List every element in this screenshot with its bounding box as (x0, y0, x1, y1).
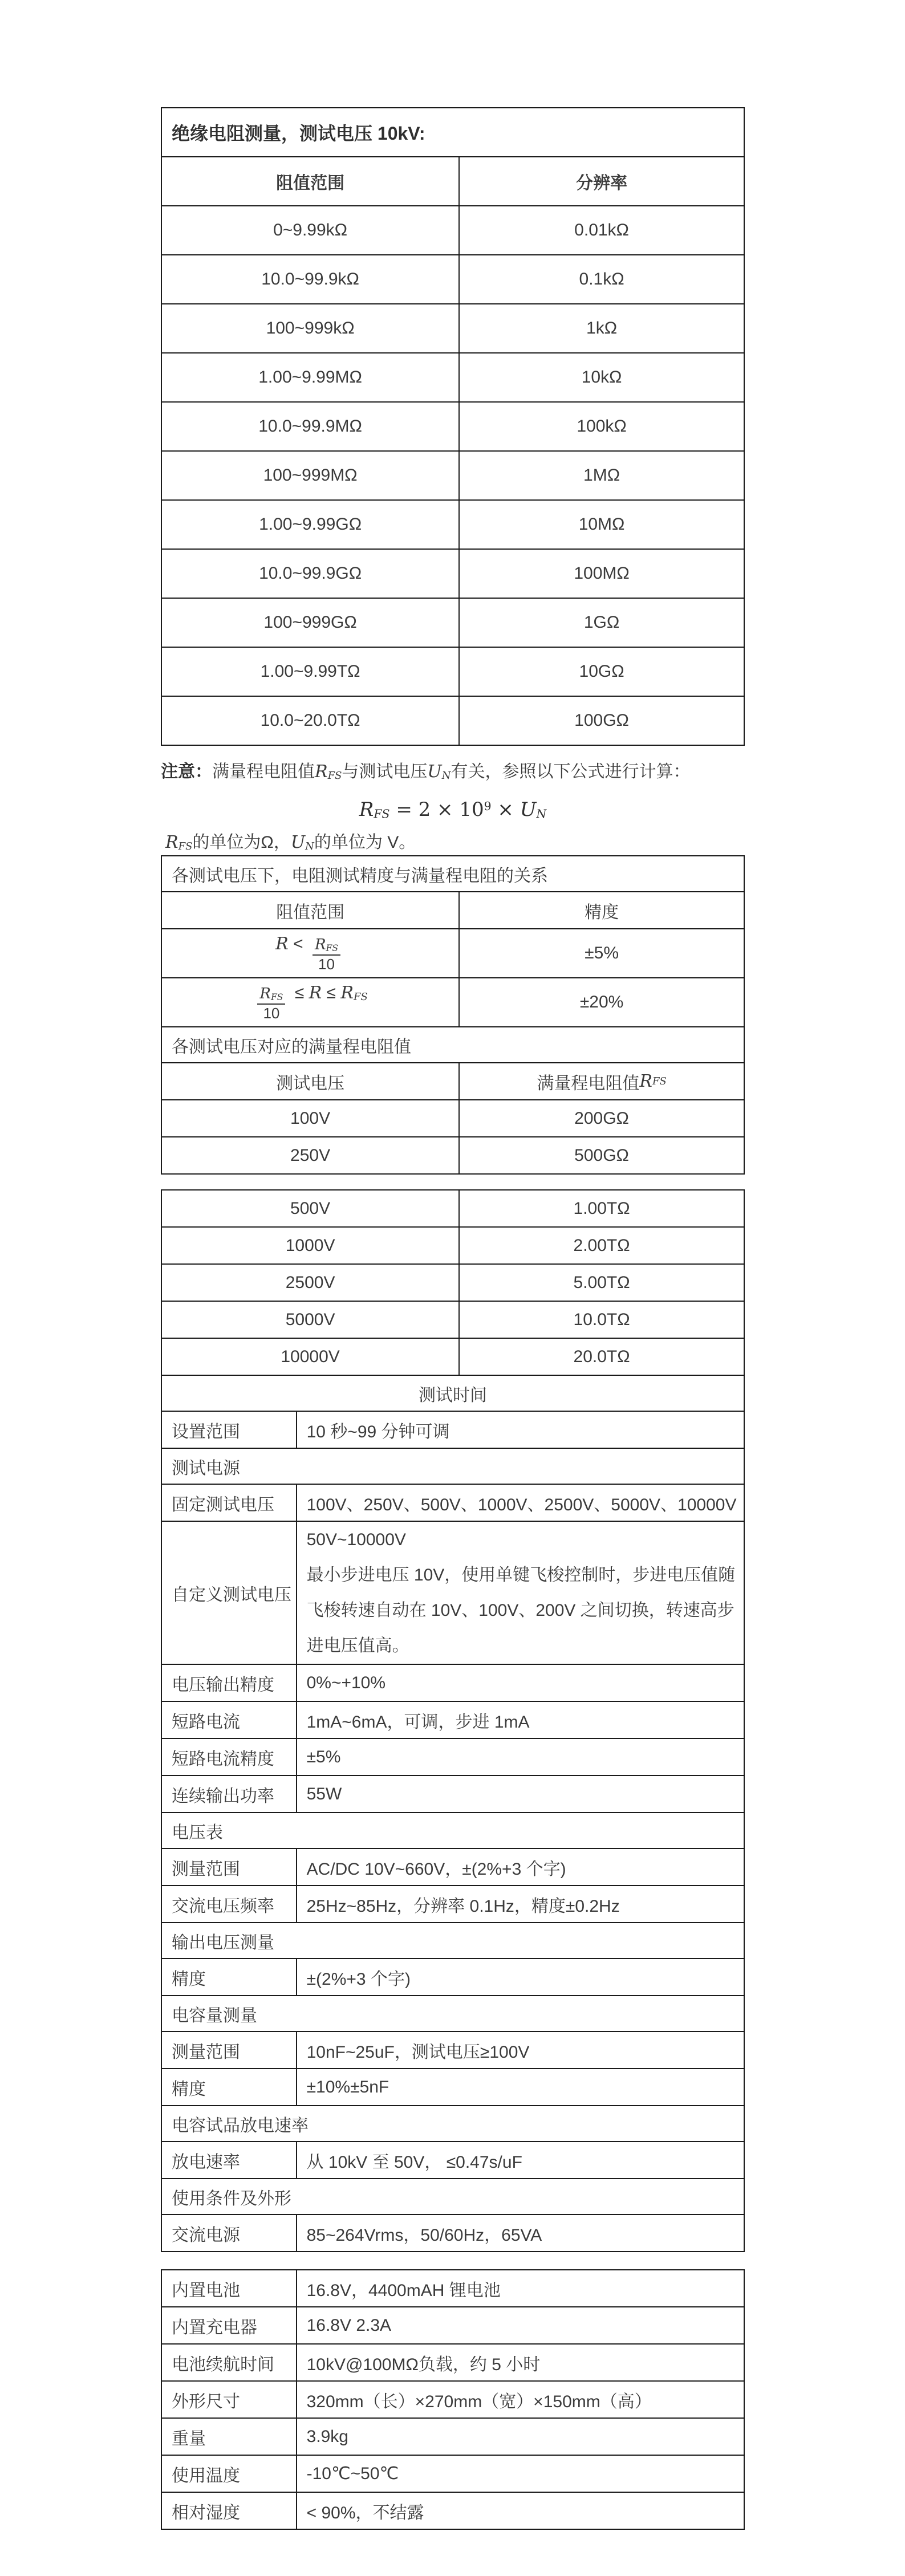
spec-label-cell: 短路电流 (172, 1712, 240, 1732)
fullscale-header-row (162, 1062, 744, 1099)
spec-value-cell: ±5% (296, 1739, 744, 1775)
table1-row-2 (162, 303, 744, 352)
resolution-value: 1kΩ (458, 304, 744, 352)
range-value: 10.0~20.0TΩ (260, 711, 360, 730)
var-u-n: U (427, 762, 442, 782)
accuracy-column-header: 精度 (458, 892, 744, 928)
voltage-value: 10000V (281, 1347, 340, 1366)
units-note: $R_{FS}$的单位为Ω，$U_N$的单位为 V。 (165, 832, 416, 853)
spec-value-cell: ±(2%+3 个字) (296, 1959, 744, 1995)
spec-row-11 (162, 1885, 744, 1922)
var-r-fs: R (259, 985, 271, 1002)
resistance-condition: $\frac{R_{FS}}{10}$ ≤ $R \le R_{FS}$ (253, 983, 367, 1022)
spec-label-cell: 内置充电器 (172, 2318, 257, 2337)
spec-value-cell: 320mm（长）×270mm（宽）×150mm（高） (296, 2382, 744, 2417)
resolution-value: 10GΩ (458, 648, 744, 696)
spec-value-cell: < 90%，不结露 (296, 2493, 744, 2529)
section-row-19-text: 使用条件及外形 (172, 2189, 291, 2208)
fullscale-value: 500GΩ (458, 1137, 744, 1173)
range-value: 1.00~9.99MΩ (258, 368, 362, 387)
fullscale-value: 20.0TΩ (458, 1339, 744, 1375)
var-r-fs: R (315, 762, 328, 782)
range-value: 10.0~99.9MΩ (258, 417, 362, 436)
resolution-column-header: 分辨率 (458, 157, 744, 205)
table1-header-row (162, 156, 744, 205)
spec-row-8 (162, 1775, 744, 1812)
table1-row-8 (162, 598, 744, 647)
general-spec-row-0 (162, 2270, 744, 2306)
var-r: R (275, 934, 289, 954)
table1-row-3 (162, 352, 744, 401)
fullscale-value: 2.00TΩ (458, 1228, 744, 1263)
note-body: 满量程电阻值$R_{FS}$与测试电压$U_N$有关，参照以下公式进行计算： (212, 762, 691, 782)
voltage-value: 5000V (285, 1310, 335, 1329)
fullscale-section-row-text: 各测试电压对应的满量程电阻值 (172, 1037, 411, 1057)
table1-row-0 (162, 205, 744, 254)
spec-value-cell: 0%~+10% (296, 1665, 744, 1701)
value-paragraph: 50V~10000V (306, 1530, 406, 1549)
note-prefix: 注意： (161, 762, 212, 781)
general-specs-table (161, 2269, 745, 2530)
spec-label-cell: 测量范围 (172, 1859, 240, 1879)
spec-value-cell: 16.8V 2.3A (296, 2307, 744, 2343)
range-value: 0~9.99kΩ (273, 221, 348, 239)
general-spec-row-3 (162, 2380, 744, 2417)
spec-label-cell: 交流电压频率 (172, 1896, 274, 1916)
section-row-2 (162, 1448, 744, 1484)
resolution-value: 10kΩ (458, 354, 744, 401)
section-row-17-text: 电容试品放电速率 (172, 2116, 309, 2135)
range-value: 10.0~99.9kΩ (261, 270, 359, 289)
var-r-fs: R (314, 936, 326, 953)
spec-value-cell: 10nF~25uF，测试电压≥100V (296, 2032, 744, 2068)
var-u-n: U (520, 798, 537, 821)
insulation-resistance-table (161, 107, 745, 746)
section-row-0-text: 测试时间 (419, 1385, 487, 1405)
resolution-value: 10MΩ (458, 501, 744, 548)
general-spec-row-4 (162, 2417, 744, 2455)
section-row-14 (162, 1995, 744, 2031)
resolution-value: 0.01kΩ (458, 206, 744, 254)
fullscale-row-0 (162, 1099, 744, 1136)
spec-value-cell: 从 10kV 至 50V， ≤0.47s/uF (296, 2142, 744, 2178)
condition-cell (162, 978, 458, 1026)
spec-row-1 (162, 1411, 744, 1448)
resolution-value: 1MΩ (458, 452, 744, 499)
spec-row-6 (162, 1701, 744, 1738)
spec-label-cell: 重量 (172, 2429, 206, 2448)
table1-row-4 (162, 401, 744, 450)
section-row-12 (162, 1922, 744, 1958)
resolution-value: 100kΩ (458, 403, 744, 450)
full-scale-formula: $R_{FS} = 2 \times 10^9 \times U_N$ (359, 798, 547, 821)
accuracy-section-row-text: 各测试电压下，电阻测试精度与满量程电阻的关系 (172, 866, 548, 885)
general-spec-row-6 (162, 2492, 744, 2529)
fullscale-row-1 (162, 1136, 744, 1173)
spec-label-cell: 设置范围 (172, 1422, 240, 1441)
table1-row-5 (162, 450, 744, 499)
table1-title-row (162, 108, 744, 156)
range-column-header: 阻值范围 (276, 903, 345, 922)
section-row-19 (162, 2178, 744, 2214)
spec-label-cell: 放电速率 (172, 2152, 240, 2172)
value-paragraph: 最小步进电压 10V，使用单键飞梭控制时，步进电压值随飞梭转速自动在 10V、100V、200V 之间切换，转速高步进电压值高。 (306, 1565, 736, 1655)
accuracy-formula-row-0 (162, 928, 744, 977)
range-value: 100~999GΩ (263, 613, 357, 632)
spec-label-cell: 电压输出精度 (172, 1675, 274, 1695)
spec-value-cell: 10 秒~99 分钟可调 (296, 1412, 744, 1448)
spec-value-cell: 3.9kg (296, 2419, 744, 2455)
range-value: 1.00~9.99GΩ (259, 515, 362, 534)
voltage-value: 500V (290, 1198, 331, 1218)
spec-row-3 (162, 1484, 744, 1521)
section-row-9-text: 电压表 (172, 1823, 223, 1842)
section-row-14-text: 电容量测量 (172, 2006, 257, 2025)
table1-row-9 (162, 647, 744, 696)
spec-value-cell (296, 1522, 744, 1664)
resolution-value: 0.1kΩ (458, 255, 744, 303)
main-specs-table (161, 1189, 745, 2252)
spec-label-cell: 外形尺寸 (172, 2392, 240, 2411)
accuracy-value: ±20% (458, 978, 744, 1026)
var-r-fs: R (639, 1071, 652, 1091)
table1-row-10 (162, 696, 744, 745)
voltage-value: 2500V (285, 1273, 335, 1292)
spec-value-cell: AC/DC 10V~660V，±(2%+3 个字) (296, 1849, 744, 1885)
spec-label-cell: 连续输出功率 (172, 1786, 274, 1806)
voltage-column-header: 测试电压 (276, 1074, 345, 1093)
section-row-12-text: 输出电压测量 (172, 1933, 274, 1952)
fullscale-value: 5.00TΩ (458, 1265, 744, 1301)
spec-value-cell: 25Hz~85Hz，分辨率 0.1Hz，精度±0.2Hz (296, 1886, 744, 1922)
spec-value-cell: 85~264Vrms，50/60Hz，65VA (296, 2215, 744, 2251)
spec-value-cell: 100V、250V、500V、1000V、2500V、5000V、10000V (296, 1485, 744, 1521)
fraction: $\frac{R_{FS}}{10}$ (313, 936, 340, 973)
spec-label-cell: 精度 (172, 1969, 206, 1989)
range-value: 1.00~9.99TΩ (260, 662, 360, 681)
fullscale-cont-row-0 (162, 1191, 744, 1226)
spec-label-cell: 内置电池 (172, 2281, 240, 2300)
range-value: 100~999MΩ (263, 466, 358, 485)
var-r: R (309, 983, 322, 1003)
spec-label-cell: 使用温度 (172, 2466, 240, 2485)
section-row-9 (162, 1812, 744, 1848)
spec-label-cell: 交流电源 (172, 2225, 240, 2245)
spec-value-cell: -10℃~50℃ (296, 2456, 744, 2492)
spec-row-13 (162, 1958, 744, 1995)
general-spec-row-2 (162, 2343, 744, 2380)
spec-label-cell: 固定测试电压 (172, 1495, 274, 1514)
spec-value-cell: 55W (296, 1776, 744, 1812)
table1-row-6 (162, 499, 744, 548)
range-column-header: 阻值范围 (276, 174, 345, 193)
spec-value-cell: ±10%±5nF (296, 2069, 744, 2105)
fullscale-cont-row-2 (162, 1263, 744, 1301)
spec-row-10 (162, 1848, 744, 1885)
spec-row-7 (162, 1738, 744, 1775)
spec-label-cell: 相对湿度 (172, 2503, 240, 2522)
accuracy-value: ±5% (458, 929, 744, 977)
spec-label-cell: 测量范围 (172, 2042, 240, 2062)
spec-row-15 (162, 2031, 744, 2068)
document-content-column (161, 107, 745, 2530)
spec-value-cell: 10kV@100MΩ负载，约 5 小时 (296, 2345, 744, 2380)
fullscale-value: 1.00TΩ (458, 1191, 744, 1226)
var-u-n: U (290, 832, 306, 852)
full-scale-note (161, 759, 745, 785)
resistance-condition: R < $\frac{R_{FS}}{10}$ (275, 934, 345, 973)
voltage-value: 100V (290, 1108, 331, 1128)
accuracy-formula-row-1 (162, 977, 744, 1026)
voltage-value: 250V (290, 1145, 331, 1165)
spec-row-18 (162, 2141, 744, 2178)
table1-row-1 (162, 254, 744, 303)
spec-row-4 (162, 1521, 744, 1664)
resolution-value: 1GΩ (458, 599, 744, 647)
range-value: 100~999kΩ (266, 319, 355, 338)
section-row-17 (162, 2105, 744, 2141)
spec-row-5 (162, 1664, 744, 1701)
fullscale-column-header: 满量程电阻值 R FS (458, 1063, 744, 1099)
fullscale-section-row (162, 1026, 744, 1062)
spec-row-16 (162, 2068, 744, 2105)
fullscale-cont-row-3 (162, 1301, 744, 1338)
fullscale-value: 200GΩ (458, 1100, 744, 1136)
condition-cell (162, 929, 458, 977)
spec-value-cell: 16.8V，4400mAH 锂电池 (296, 2270, 744, 2306)
spec-value-cell: 1mA~6mA，可调，步进 1mA (296, 1702, 744, 1738)
general-spec-row-1 (162, 2306, 744, 2343)
fraction: $\frac{R_{FS}}{10}$ (257, 985, 285, 1022)
spec-label-cell: 自定义测试电压 (172, 1585, 291, 1604)
spec-row-20 (162, 2214, 744, 2251)
var-r-fs: R (165, 832, 178, 852)
spec-label-cell: 精度 (172, 2079, 206, 2099)
resolution-value: 100MΩ (458, 550, 744, 598)
var-r-fs: R (359, 798, 374, 821)
general-spec-row-5 (162, 2455, 744, 2492)
table1-row-7 (162, 548, 744, 598)
spec-label-cell: 短路电流精度 (172, 1749, 274, 1769)
accuracy-header-row (162, 891, 744, 928)
accuracy-and-fullscale-table (161, 855, 745, 1175)
fullscale-cont-row-4 (162, 1338, 744, 1375)
section-row-2-text: 测试电源 (172, 1458, 240, 1478)
fullscale-value: 10.0TΩ (458, 1302, 744, 1338)
var-r-fs: R (340, 983, 354, 1003)
resolution-value: 100GΩ (458, 697, 744, 745)
fullscale-cont-row-1 (162, 1226, 744, 1263)
table1-title-row-text: 绝缘电阻测量，测试电压 10kV: (172, 123, 425, 144)
section-row-0 (162, 1375, 744, 1411)
spec-label-cell: 电池续航时间 (172, 2355, 274, 2374)
accuracy-section-row (162, 856, 744, 891)
voltage-value: 1000V (285, 1236, 335, 1255)
range-value: 10.0~99.9GΩ (259, 564, 362, 583)
